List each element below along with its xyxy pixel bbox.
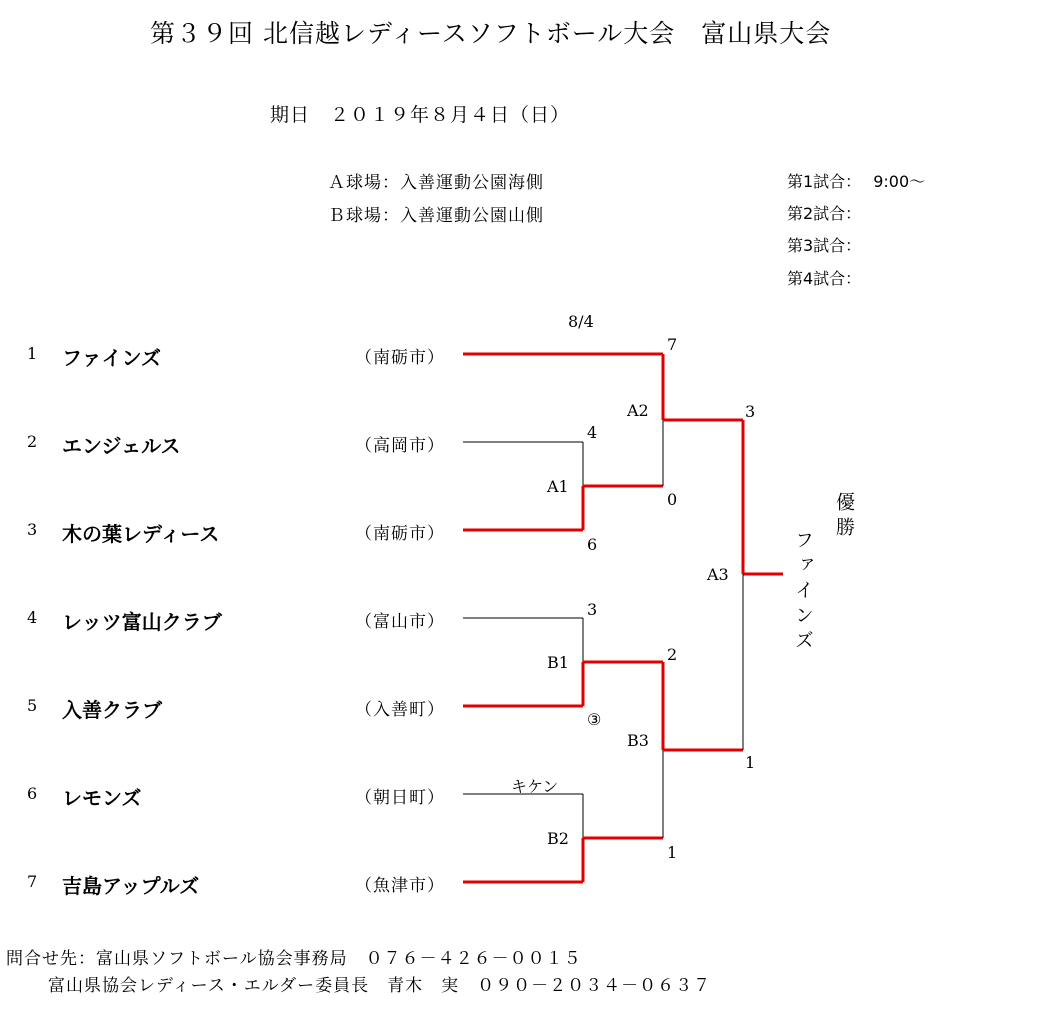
team-number: 7 [27,872,38,891]
game-label-a2: A2 [627,401,649,420]
team-number: 5 [27,696,38,715]
champion-name: ファインズ [792,530,814,655]
team-name: ファインズ [62,346,161,370]
team-city: （魚津市） [355,876,445,896]
schedule-label: 第1試合： [787,172,862,191]
team-city: （南砺市） [355,348,445,368]
team-city: （南砺市） [355,524,445,544]
event-date: 期日 ２０１９年８月４日（日） [270,104,571,126]
score-a2-top: 7 [667,335,678,354]
game-label-b3: B3 [627,731,649,750]
game-label-a1: A1 [547,477,569,496]
score-a3-bottom: 1 [745,753,756,772]
score-a3-top: 3 [745,402,756,421]
venue-a: Ａ球場：入善運動公園海側 [328,173,544,193]
team-name: エンジェルス [62,434,181,458]
team-name: 吉島アップルズ [62,874,200,898]
score-a1-bottom: 6 [587,535,598,554]
game-label-b2: B2 [547,829,569,848]
team-name: 入善クラブ [62,698,162,722]
footer-contact-1: 問合せ先：富山県ソフトボール協会事務局 ０７６－４２６－００１５ [6,949,582,969]
team-name: 木の葉レディース [62,522,220,546]
score-b2-top: キケン [511,777,559,796]
team-city: （入善町） [355,700,445,720]
team-number: 3 [27,520,38,539]
score-b1-top: 3 [587,600,598,619]
page-title: 第３９回 北信越レディースソフトボール大会 富山県大会 [150,19,832,48]
team-number: 4 [27,608,38,627]
score-b1-bottom: ③ [587,710,602,729]
score-a1-top: 4 [587,423,598,442]
team-number: 1 [27,344,38,363]
team-city: （高岡市） [355,436,445,456]
date-note: 8/4 [568,312,594,331]
schedule-label: 第3試合： [787,236,862,255]
score-b3-top: 2 [667,645,678,664]
score-a2-bottom: 0 [667,490,678,509]
venue-b: Ｂ球場：入善運動公園山側 [328,206,544,226]
game-label-b1: B1 [547,653,569,672]
team-city: （富山市） [355,612,445,632]
score-b3-bottom: 1 [667,843,678,862]
team-name: レッツ富山クラブ [62,610,222,634]
schedule-label: 第2試合： [787,204,862,223]
champion-label: 優勝 [833,492,855,542]
team-name: レモンズ [62,786,142,810]
team-city: （朝日町） [355,788,445,808]
game-label-a3: A3 [707,565,729,584]
schedule-time: 9:00〜 [873,172,926,191]
team-number: 6 [27,784,38,803]
team-number: 2 [27,432,38,451]
schedule-label: 第4試合： [787,269,862,288]
footer-contact-2: 富山県協会レディース・エルダー委員長 青木 実 ０９０－２０３４－０６３７ [48,976,712,996]
